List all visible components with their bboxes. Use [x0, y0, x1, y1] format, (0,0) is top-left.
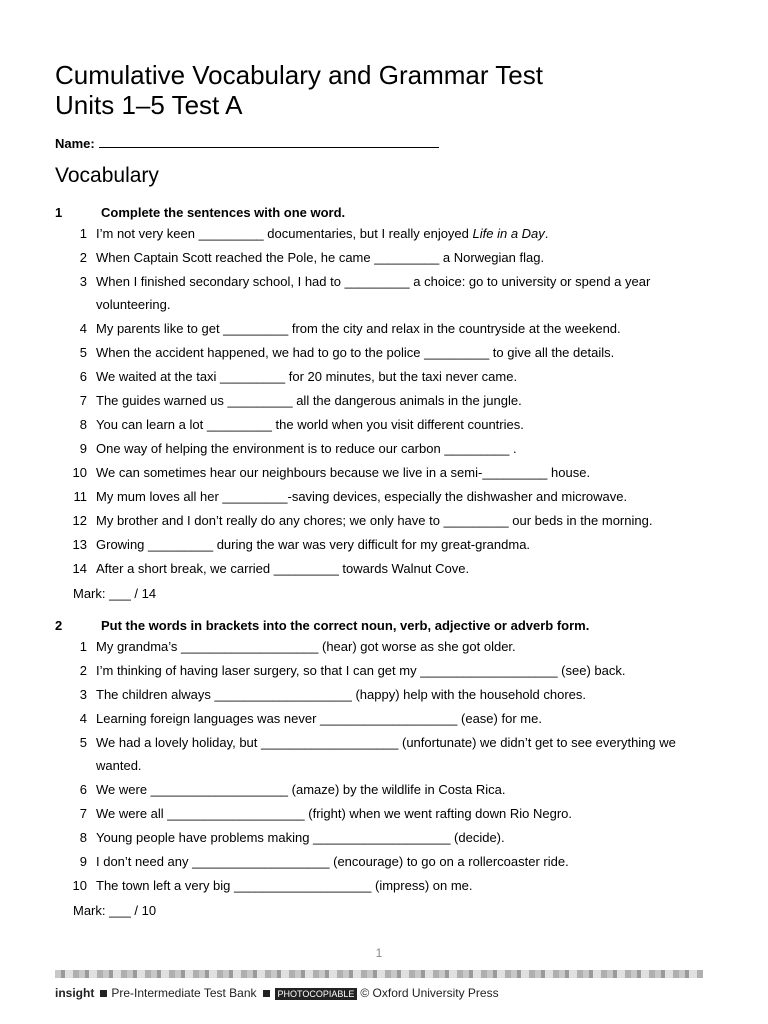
list-item: [55, 247, 715, 270]
publisher-label: © Oxford University Press: [360, 986, 499, 1000]
item-number: 7: [79, 805, 87, 821]
item-text: My parents like to get _________ from the city and relax in the countryside at the weekend.: [96, 320, 621, 336]
list-item: [55, 271, 715, 316]
list-item: [55, 732, 715, 777]
exercise-2: [55, 616, 715, 918]
item-text: We were ___________________ (amaze) by the wildlife in Costa Rica.: [96, 781, 506, 797]
brand-logo: insight: [55, 986, 95, 1000]
exercise-2-heading: [55, 616, 715, 636]
list-item: [55, 462, 715, 485]
item-text: .: [544, 226, 549, 241]
item-text: When Captain Scott reached the Pole, he came _________ a Norwegian flag.: [96, 250, 545, 265]
list-item: [55, 803, 715, 826]
item-number: 10: [72, 877, 87, 893]
list-item: [55, 779, 715, 802]
list-item: [55, 875, 715, 898]
item-number: 13: [72, 536, 87, 552]
item-number: 6: [79, 781, 87, 797]
list-item: [55, 438, 715, 461]
exercise-1-heading: [55, 203, 715, 223]
item-text: I’m thinking of having laser surgery, so that I can get my ___________________ (see) back.: [96, 663, 626, 678]
list-item: [55, 636, 715, 659]
list-item: [55, 851, 715, 874]
item-number: 1: [79, 226, 87, 241]
item-number: 8: [79, 829, 87, 845]
page-number: 1: [375, 946, 383, 960]
item-text: I don’t need any ___________________ (encourage) to go on a rollercoaster ride.: [96, 853, 569, 869]
footer-banner: [55, 970, 703, 978]
test-bank-label: Pre-Intermediate Test Bank: [111, 986, 257, 1000]
exercise-2-items: [55, 636, 715, 897]
list-item: [55, 390, 715, 413]
exercise-1: [55, 203, 715, 601]
list-item: [55, 414, 715, 437]
list-item: [55, 708, 715, 731]
name-row: [55, 136, 439, 151]
item-text: We had a lovely holiday, but ___________________ (unfortunate) we didn’t get to see everything we wanted.: [96, 735, 676, 773]
item-text: Growing _________ during the war was very difficult for my great-grandma.: [96, 536, 531, 552]
item-number: 3: [79, 274, 87, 289]
exercise-instruction: Complete the sentences with one word.: [101, 205, 346, 220]
list-item: [55, 660, 715, 683]
mark-line: Mark: ___ / 10: [73, 903, 157, 918]
item-number: 9: [79, 440, 87, 456]
footer: [55, 986, 499, 1000]
item-text: After a short break, we carried _________ towards Walnut Cove.: [96, 560, 470, 576]
exercise-1-items: [55, 223, 715, 580]
item-text: When the accident happened, we had to go to the police _________ to give all the details.: [96, 344, 615, 360]
item-title-italic: Life in a Day: [472, 226, 545, 241]
item-number: 3: [79, 687, 87, 702]
item-number: 2: [79, 663, 87, 678]
title-line-2: Units 1–5 Test A: [55, 90, 243, 120]
item-number: 4: [79, 320, 87, 336]
list-item: [55, 342, 715, 365]
square-icon: [263, 990, 270, 997]
item-number: 8: [79, 416, 87, 432]
page-title: [55, 60, 543, 120]
list-item: [55, 827, 715, 850]
item-number: 11: [73, 488, 87, 504]
item-number: 7: [79, 392, 87, 408]
name-label: Name:: [55, 136, 95, 151]
item-number: 12: [72, 512, 87, 528]
item-number: 2: [79, 250, 87, 265]
item-number: 6: [79, 368, 87, 384]
item-text: We were all ___________________ (fright) when we went rafting down Rio Negro.: [96, 805, 572, 821]
list-item: [55, 486, 715, 509]
item-text: When I finished secondary school, I had to _________ a choice: go to university or spend a year volunteering.: [96, 274, 651, 312]
item-number: 5: [79, 735, 87, 750]
photocopiable-badge: PHOTOCOPIABLE: [275, 988, 358, 1000]
item-number: 1: [79, 639, 87, 654]
title-line-1: Cumulative Vocabulary and Grammar Test: [55, 60, 543, 90]
list-item: [55, 510, 715, 533]
list-item: [55, 318, 715, 341]
item-text: Young people have problems making ___________________ (decide).: [96, 829, 505, 845]
item-number: 4: [79, 711, 87, 726]
item-number: 9: [79, 853, 87, 869]
item-text: The guides warned us _________ all the dangerous animals in the jungle.: [96, 392, 522, 408]
item-text: I’m not very keen _________ documentaries, but I really enjoyed: [96, 226, 473, 241]
list-item: [55, 534, 715, 557]
item-text: The children always ___________________ (happy) help with the household chores.: [96, 687, 587, 702]
item-number: 5: [79, 344, 87, 360]
item-text: My brother and I don’t really do any chores; we only have to _________ our beds in the morning.: [96, 512, 653, 528]
item-number: 14: [72, 560, 87, 576]
item-number: 10: [72, 464, 87, 480]
item-text: The town left a very big ___________________ (impress) on me.: [96, 877, 473, 893]
exercise-number: 2: [55, 618, 63, 633]
item-text: One way of helping the environment is to reduce our carbon _________ .: [96, 440, 517, 456]
item-text: We waited at the taxi _________ for 20 minutes, but the taxi never came.: [96, 368, 518, 384]
name-line: [99, 136, 439, 148]
list-item: [55, 366, 715, 389]
list-item: [55, 684, 715, 707]
list-item: [55, 558, 715, 581]
square-icon: [100, 990, 107, 997]
item-text: Learning foreign languages was never ___________________ (ease) for me.: [96, 711, 542, 726]
list-item: [55, 223, 715, 246]
item-text: My mum loves all her _________-saving devices, especially the dishwasher and microwave.: [96, 488, 628, 504]
item-text: You can learn a lot _________ the world when you visit different countries.: [96, 416, 524, 432]
exercise-number: 1: [55, 205, 63, 220]
section-heading: Vocabulary: [55, 164, 159, 187]
item-text: We can sometimes hear our neighbours because we live in a semi-_________ house.: [96, 464, 591, 480]
exercise-instruction: Put the words in brackets into the correct noun, verb, adjective or adverb form.: [101, 618, 590, 633]
item-text: My grandma’s ___________________ (hear) got worse as she got older.: [96, 639, 516, 654]
mark-line: Mark: ___ / 14: [73, 586, 157, 601]
